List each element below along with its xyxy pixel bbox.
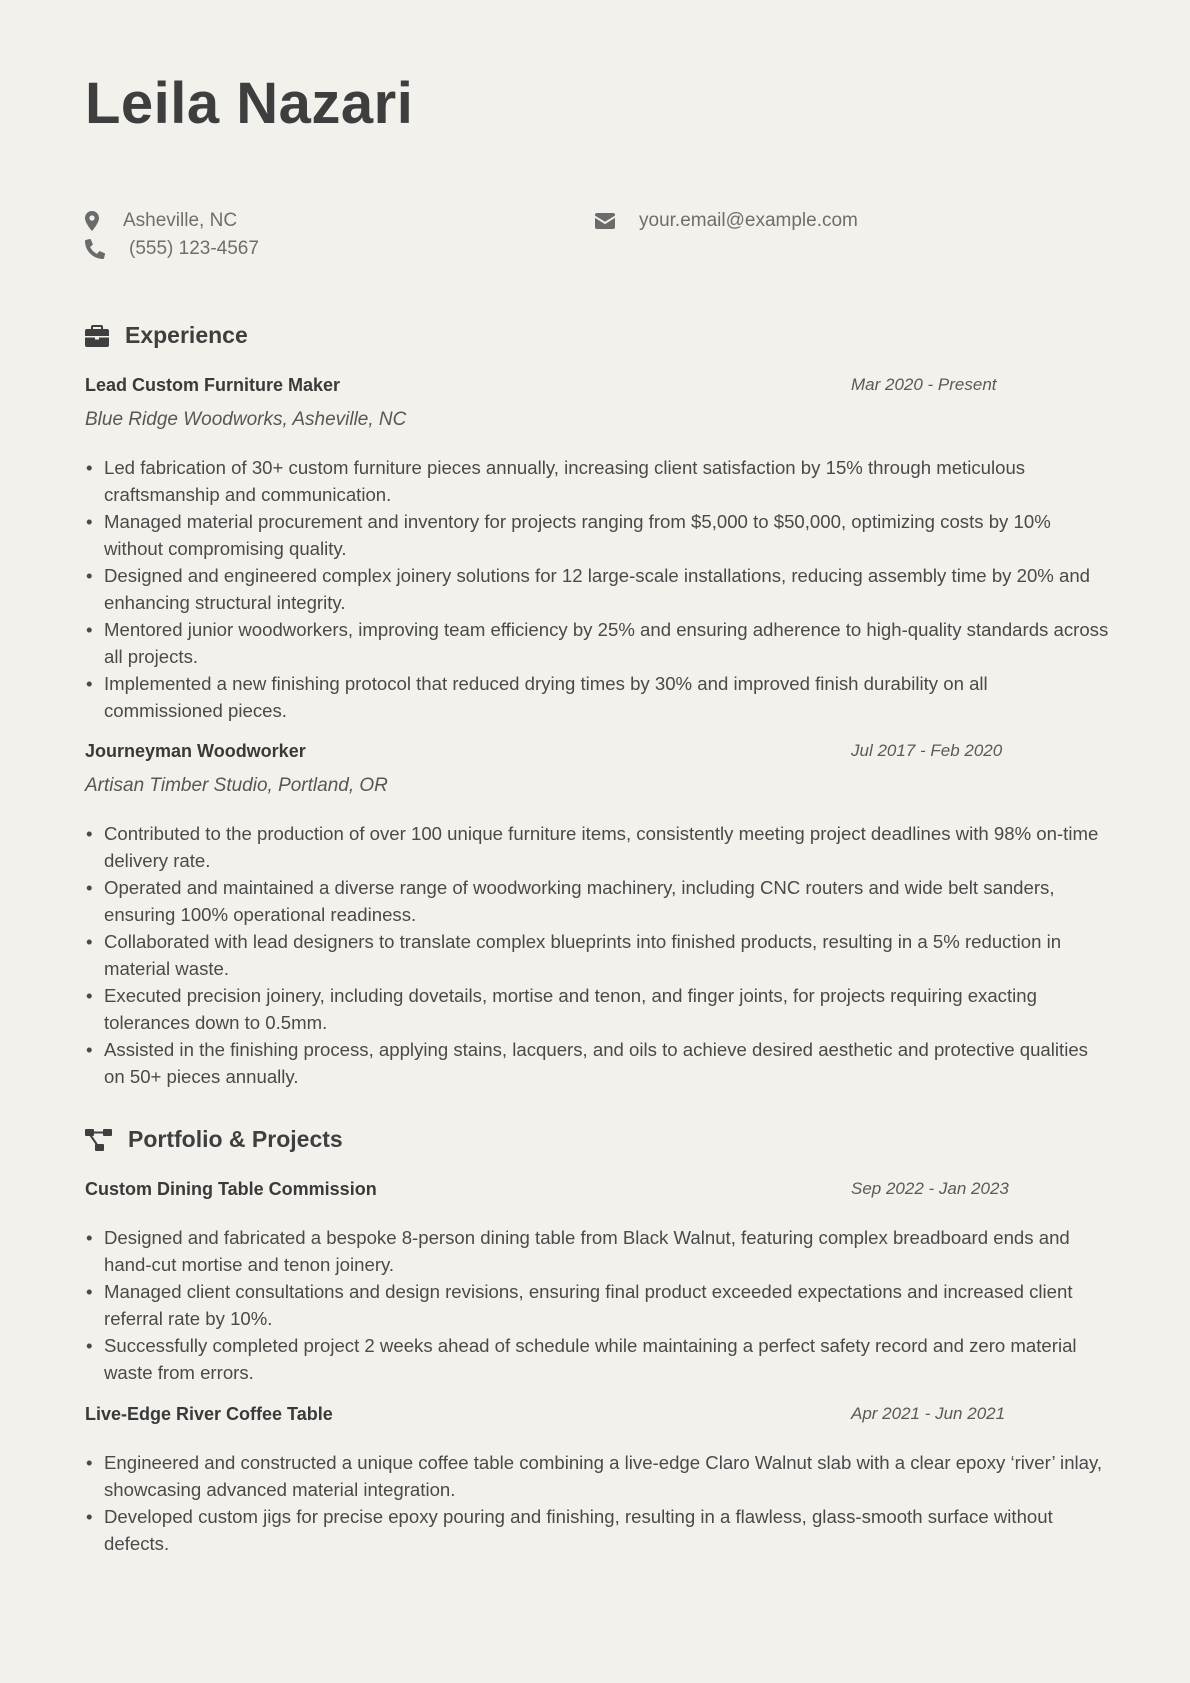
experience-heading-text: Experience — [125, 322, 248, 348]
bullet-item: • Implemented a new finishing protocol that reduced drying times by 30% and improved finish durability on all commissioned pieces. — [85, 670, 1110, 724]
bullet-item: • Designed and engineered complex joinery solutions for 12 large-scale installations, reducing assembly time by 20% and enhancing structural integrity. — [85, 562, 1110, 616]
job-date: Jul 2017 - Feb 2020 — [851, 741, 1003, 760]
project-bullets — [85, 1449, 1110, 1557]
email-link[interactable]: your.email@example.com — [639, 210, 858, 231]
envelope-icon — [595, 213, 615, 229]
job-bullets — [85, 820, 1110, 1090]
bullet-item: • Engineered and constructed a unique coffee table combining a live-edge Claro Walnut slab with a clear epoxy ‘river’ inlay, showcasing advanced material integration. — [85, 1449, 1110, 1503]
bullet-item: • Mentored junior woodworkers, improving team efficiency by 25% and ensuring adherence to high-quality standards across all projects. — [85, 616, 1110, 670]
job-title: Lead Custom Furniture Maker — [85, 375, 341, 395]
bullet-item: • Managed material procurement and inventory for projects ranging from $5,000 to $50,000, optimizing costs by 10% without compromising quality. — [85, 508, 1110, 562]
bullet-item: • Designed and fabricated a bespoke 8-person dining table from Black Walnut, featuring complex breadboard ends and hand-cut mortise and tenon joinery. — [85, 1224, 1110, 1278]
contact-location — [85, 210, 237, 232]
phone-text: (555) 123-4567 — [129, 238, 259, 259]
experience-heading — [85, 322, 248, 349]
bullet-item: • Contributed to the production of over 100 unique furniture items, consistently meeting project deadlines with 98% on-time delivery rate. — [85, 820, 1110, 874]
portfolio-heading — [85, 1126, 343, 1153]
project-date: Sep 2022 - Jan 2023 — [851, 1179, 1009, 1198]
project-title: Custom Dining Table Commission — [85, 1179, 377, 1199]
briefcase-icon — [85, 325, 109, 347]
job-organization: Blue Ridge Woodworks, Asheville, NC — [85, 409, 407, 430]
job-date: Mar 2020 - Present — [851, 375, 997, 394]
candidate-name: Leila Nazari — [85, 71, 414, 136]
bullet-item: • Successfully completed project 2 weeks ahead of schedule while maintaining a perfect safety record and zero material waste from errors. — [85, 1332, 1110, 1386]
map-marker-icon — [85, 211, 99, 231]
bullet-item: • Collaborated with lead designers to translate complex blueprints into finished products, resulting in a 5% reduction in material waste. — [85, 928, 1110, 982]
contact-email — [595, 210, 858, 232]
contact-phone — [85, 238, 259, 260]
bullet-item: • Managed client consultations and design revisions, ensuring final product exceeded expectations and increased client referral rate by 10%. — [85, 1278, 1110, 1332]
job-organization: Artisan Timber Studio, Portland, OR — [85, 775, 388, 796]
project-date: Apr 2021 - Jun 2021 — [851, 1404, 1006, 1423]
project-title: Live-Edge River Coffee Table — [85, 1404, 333, 1424]
job-title: Journeyman Woodworker — [85, 741, 306, 761]
job-bullets — [85, 454, 1110, 724]
location-text: Asheville, NC — [123, 210, 238, 231]
phone-icon — [85, 239, 105, 259]
portfolio-heading-text: Portfolio & Projects — [128, 1126, 343, 1152]
bullet-item: • Assisted in the finishing process, applying stains, lacquers, and oils to achieve desired aesthetic and protective qualities on 50+ pieces annually. — [85, 1036, 1110, 1090]
bullet-item: • Operated and maintained a diverse range of woodworking machinery, including CNC routers and wide belt sanders, ensuring 100% operational readiness. — [85, 874, 1110, 928]
bullet-item: • Led fabrication of 30+ custom furniture pieces annually, increasing client satisfaction by 15% through meticulous craftsmanship and communication. — [85, 454, 1110, 508]
bullet-item: • Executed precision joinery, including dovetails, mortise and tenon, and finger joints, for projects requiring exacting tolerances down to 0.5mm. — [85, 982, 1110, 1036]
project-diagram-icon — [85, 1129, 112, 1151]
bullet-item: • Developed custom jigs for precise epoxy pouring and finishing, resulting in a flawless, glass-smooth surface without defects. — [85, 1503, 1110, 1557]
project-bullets — [85, 1224, 1110, 1386]
